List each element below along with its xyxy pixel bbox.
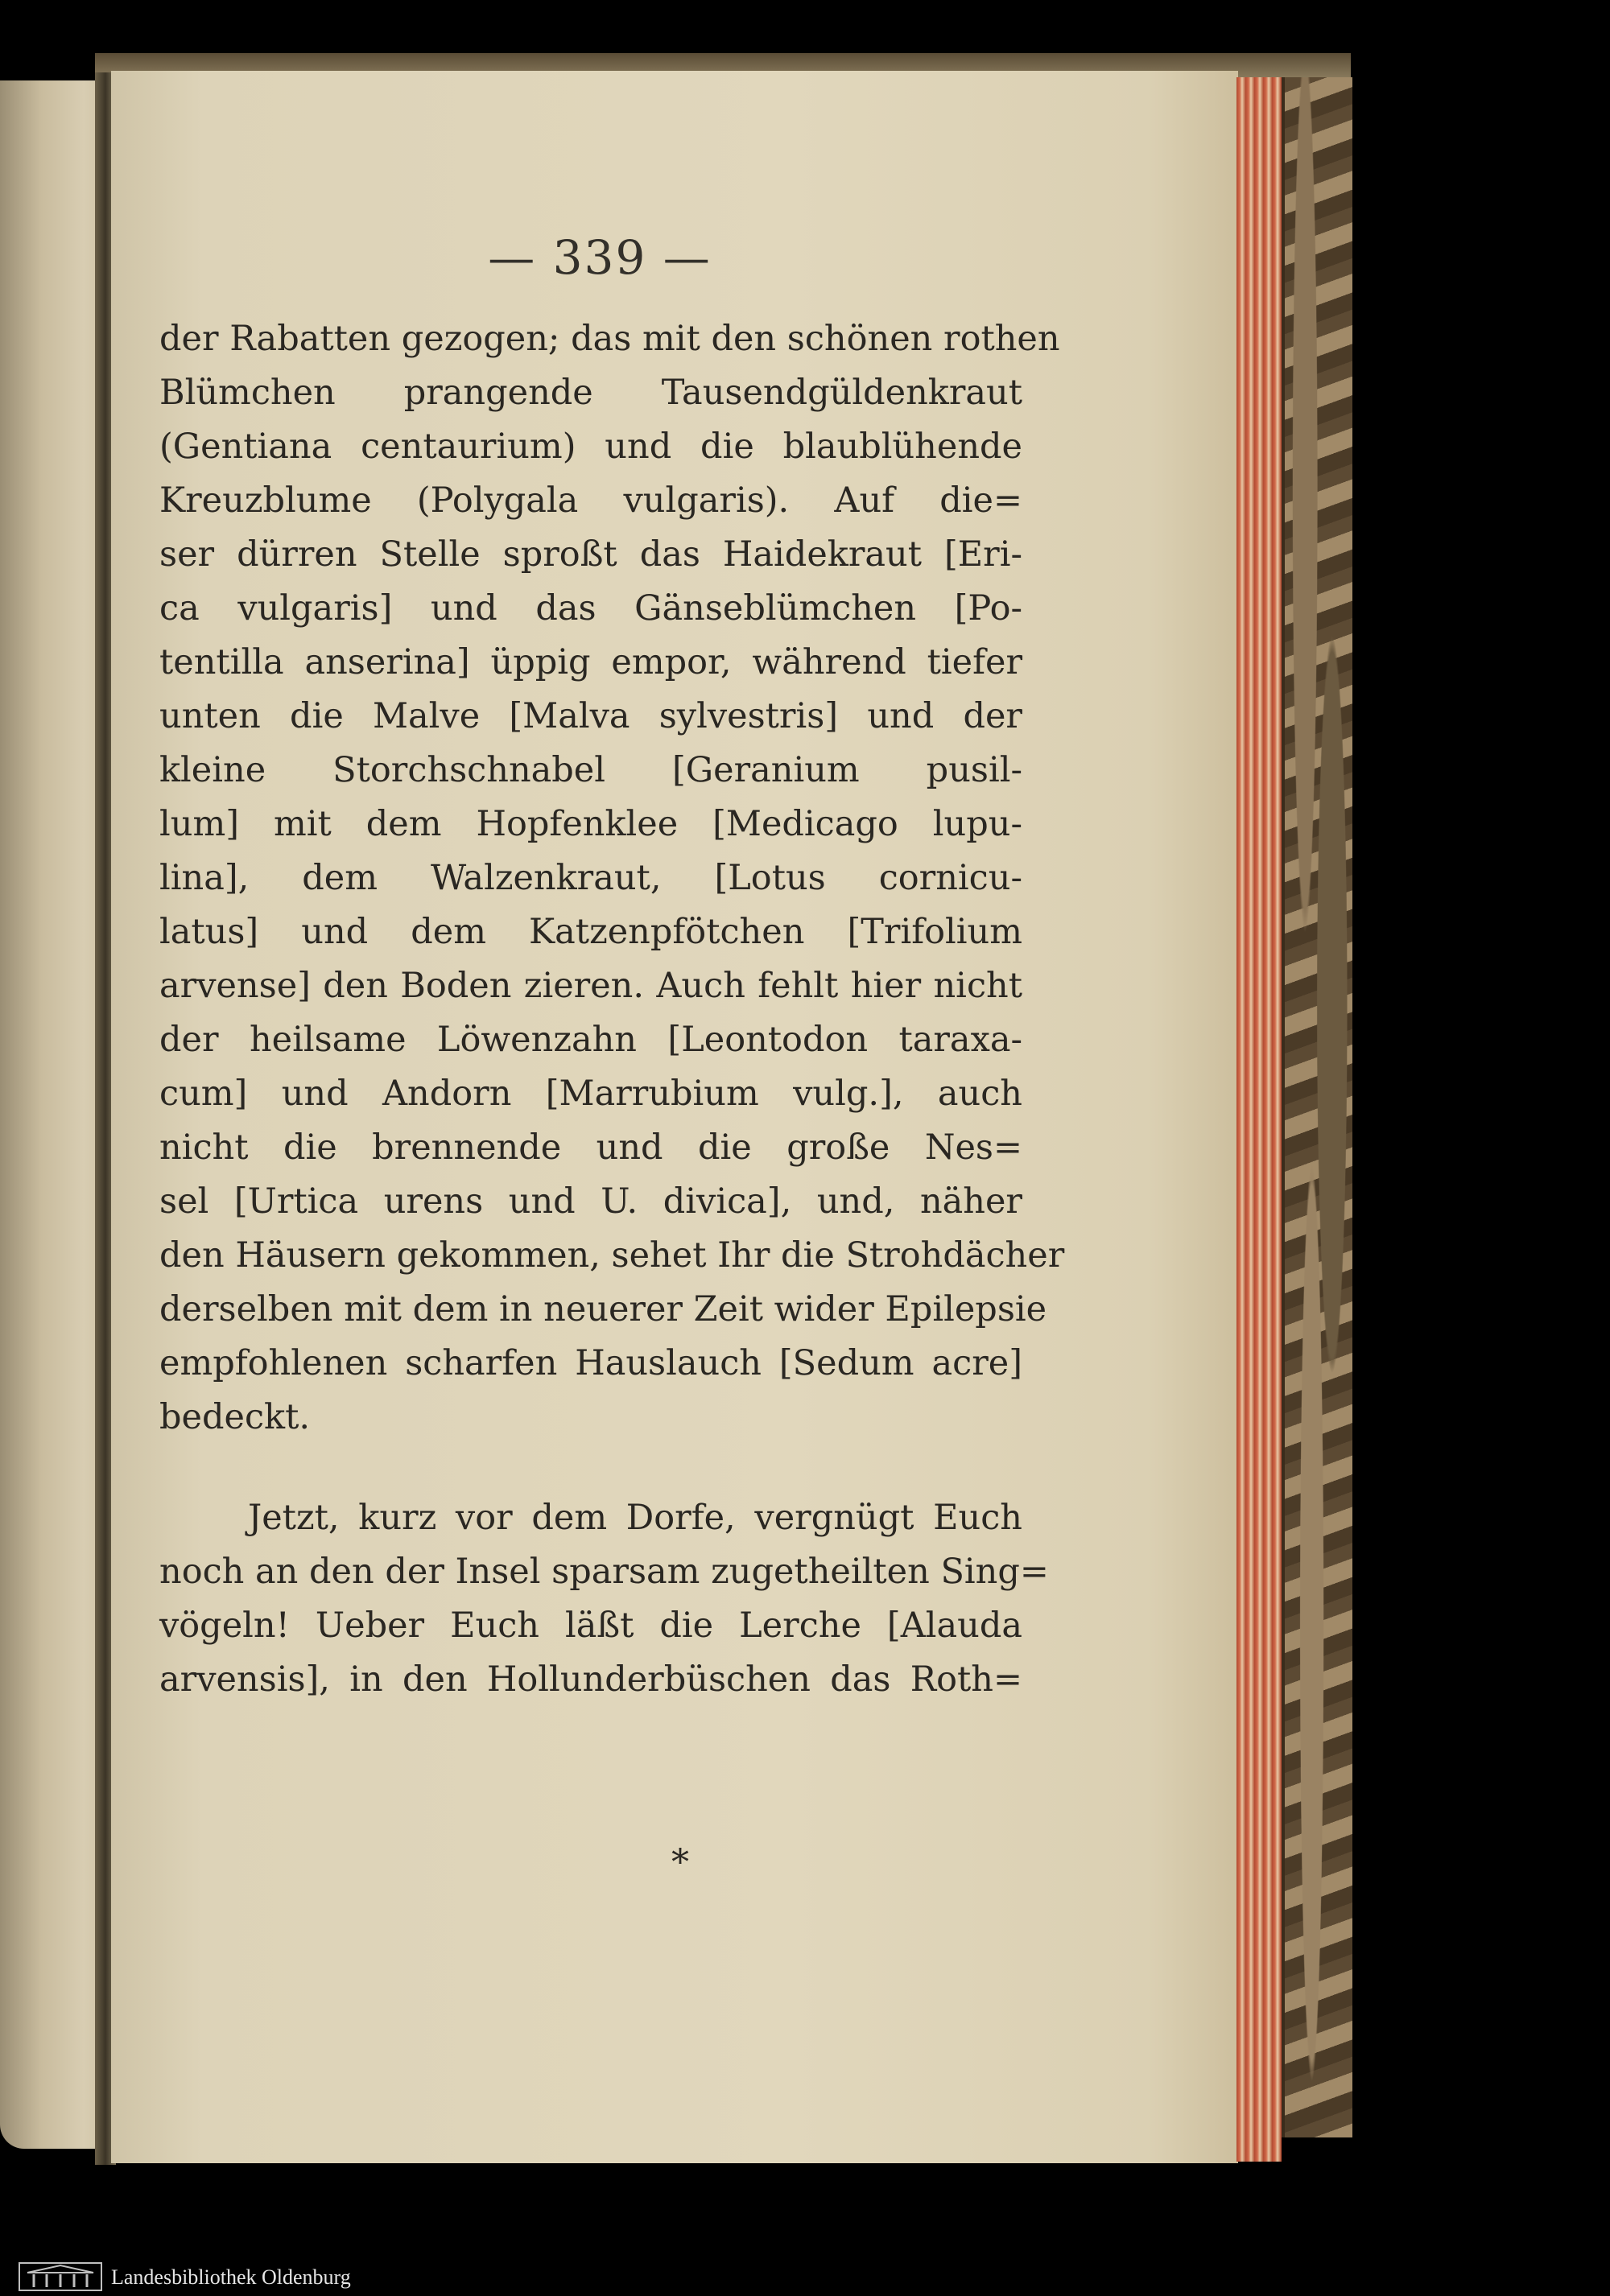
text-line: ser dürren Stelle sproßt das Haidekraut [Eri- xyxy=(159,534,1022,575)
text-line: empfohlenen scharfen Hauslauch [Sedum acre] xyxy=(159,1343,1022,1383)
text-line: Jetzt, kurz vor dem Dorfe, vergnügt Euch xyxy=(248,1498,1022,1538)
paragraph-gap xyxy=(159,1445,1022,1491)
text-line: arvense] den Boden zieren. Auch fehlt hier nicht xyxy=(159,966,1022,1006)
text-line: ca vulgaris] und das Gänseblümchen [Po- xyxy=(159,588,1022,629)
text-line: kleine Storchschnabel [Geranium pusil- xyxy=(159,750,1022,790)
text-line: derselben mit dem in neuerer Zeit wider Epilepsie xyxy=(159,1289,1047,1329)
signature-mark: * xyxy=(671,1842,689,1883)
text-line: lum] mit dem Hopfenklee [Medicago lupu- xyxy=(159,804,1022,844)
text-line: bedeckt. xyxy=(159,1397,311,1437)
text-line: der heilsame Löwenzahn [Leontodon taraxa- xyxy=(159,1020,1022,1060)
page-number: — 339 — xyxy=(488,230,712,285)
body-text xyxy=(159,312,1065,1707)
text-line: noch an den der Insel sparsam zugetheilten Sing= xyxy=(159,1552,1049,1592)
text-line: vögeln! Ueber Euch läßt die Lerche [Alauda xyxy=(159,1606,1022,1646)
text-line: latus] und dem Katzenpfötchen [Trifolium xyxy=(159,912,1022,952)
text-line: lina], dem Walzenkraut, [Lotus cornicu- xyxy=(159,858,1022,898)
text-line: der Rabatten gezogen; das mit den schönen rothen xyxy=(159,319,1060,359)
page-edges xyxy=(1236,77,1282,2162)
text-line: cum] und Andorn [Marrubium vulg.], auch xyxy=(159,1074,1022,1114)
text-line: nicht die brennende und die große Nes= xyxy=(159,1127,1022,1168)
text-line: unten die Malve [Malva sylvestris] und der xyxy=(159,696,1022,736)
footer-library-name: Landesbibliothek Oldenburg xyxy=(111,2265,351,2289)
text-line: Kreuzblume (Polygala vulgaris). Auf die= xyxy=(159,480,1022,521)
text-line: den Häusern gekommen, sehet Ihr die Strohdächer xyxy=(159,1235,1065,1276)
text-line: tentilla anserina] üppig empor, während tiefer xyxy=(159,642,1022,682)
text-line: Blümchen prangende Tausendgüldenkraut xyxy=(159,373,1022,413)
text-line: arvensis], in den Hollunderbüschen das Roth= xyxy=(159,1659,1022,1700)
text-line: (Gentiana centaurium) und die blaublühende xyxy=(159,427,1022,467)
text-line: sel [Urtica urens und U. divica], und, näher xyxy=(159,1181,1022,1222)
facing-page-strip xyxy=(0,80,105,2149)
marbled-cover xyxy=(1282,77,1352,2137)
library-building-icon xyxy=(18,2261,103,2292)
